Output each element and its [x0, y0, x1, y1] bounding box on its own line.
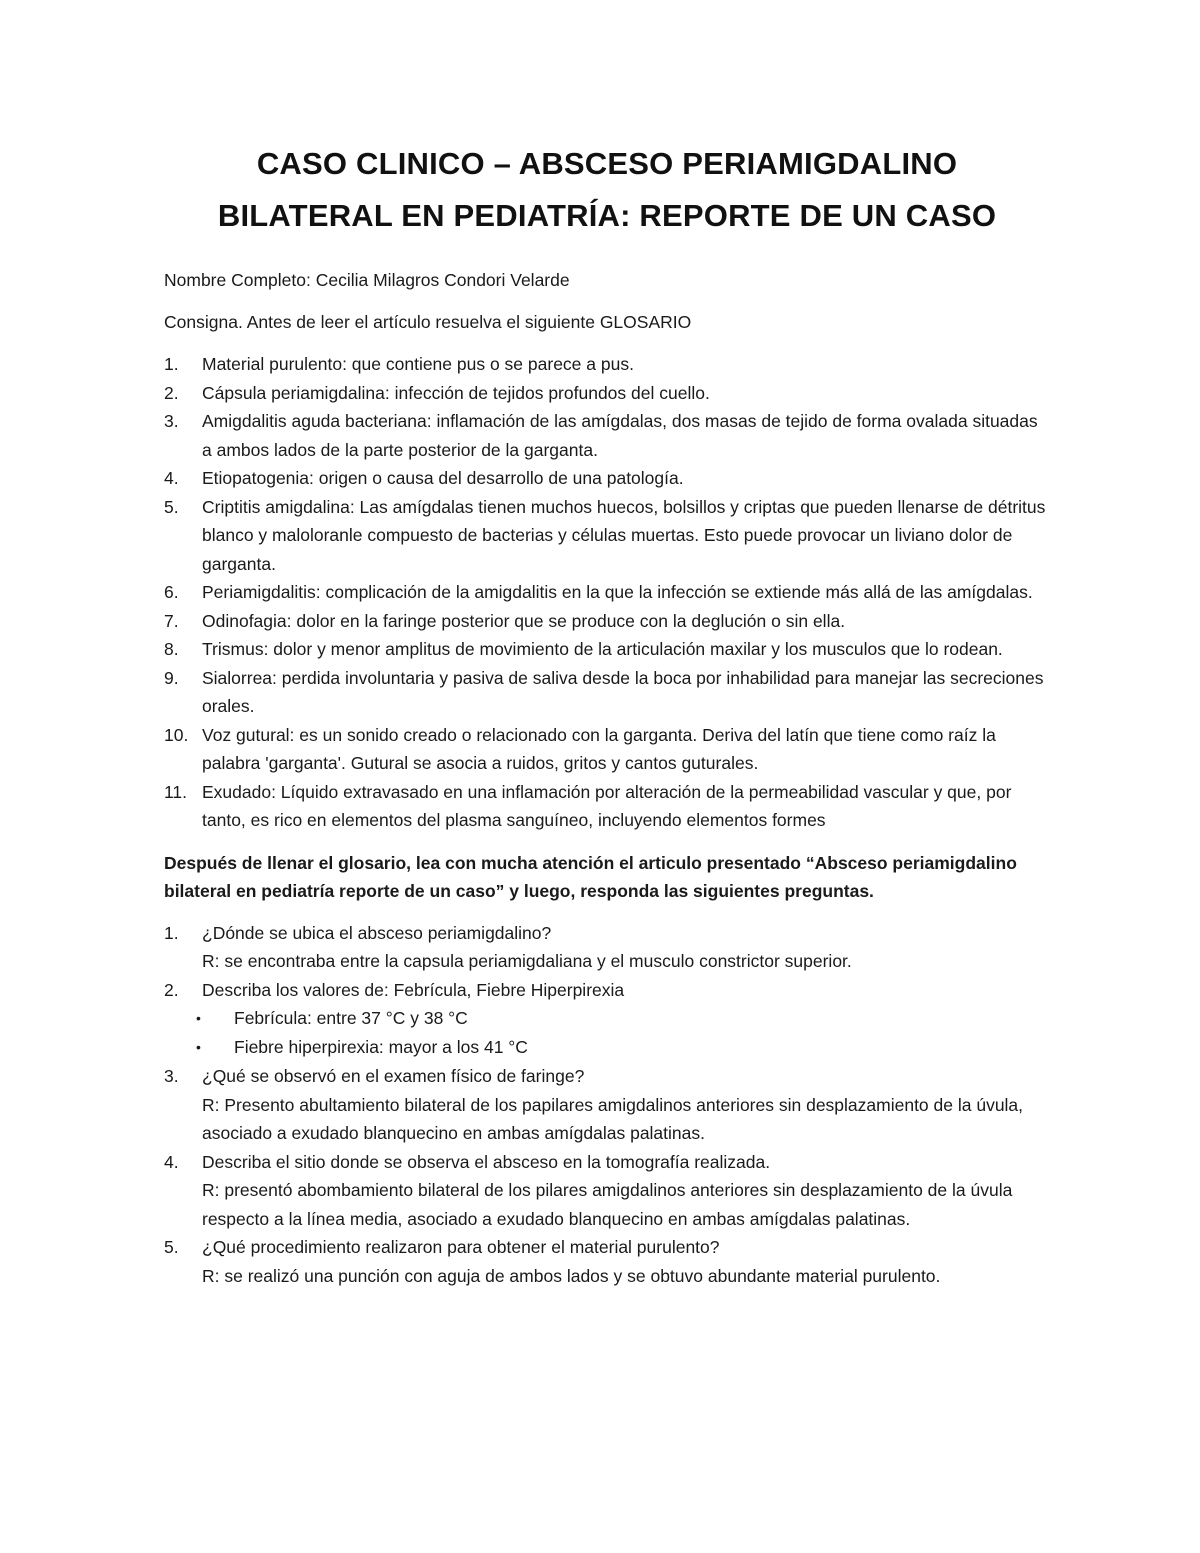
item-number: 7. [164, 610, 179, 631]
glossary-text: Sialorrea: perdida involuntaria y pasiva de saliva desde la boca por inhabilidad para manejar las secreciones orales. [202, 667, 1044, 716]
glossary-item [164, 721, 1050, 778]
item-number: 3. [164, 411, 179, 431]
glossary-text: Periamigdalitis: complicación de la amigdalitis en la que la infección se extiende más allá de las amígdalas. [202, 582, 1033, 602]
glossary-text: Odinofagia: dolor en la faringe posterior que se produce con la deglución o sin ella. [202, 610, 846, 631]
glossary-item [164, 350, 1050, 379]
question-text: ¿Qué se observó en el examen físico de faringe? [202, 1066, 585, 1086]
student-name: Nombre Completo: Cecilia Milagros Condori Velarde [164, 270, 570, 290]
glossary-item [164, 607, 1050, 636]
glossary-item [164, 407, 1050, 464]
glossary-text: Cápsula periamigdalina: infección de tejidos profundos del cuello. [202, 382, 710, 403]
answer-bullets [164, 1004, 1050, 1062]
glossary-text: Amigdalitis aguda bacteriana: inflamación de las amígdalas, dos masas de tejido de forma ovalada situadas a ambos lados de la parte posterior de la garganta. [202, 411, 1038, 460]
item-number: 8. [164, 639, 179, 659]
bullet-icon: • [196, 1010, 201, 1026]
item-number: 2. [164, 979, 179, 1000]
question-item [164, 919, 1050, 976]
answer-text: R: se realizó una punción con aguja de ambos lados y se obtuvo abundante material purulento. [202, 1265, 941, 1286]
question-item [164, 1233, 1050, 1290]
question-item [164, 1148, 1050, 1234]
glossary-item [164, 493, 1050, 579]
glossary-text: Exudado: Líquido extravasado en una inflamación por alteración de la permeabilidad vascular y que, por tanto, es rico en elementos del plasma sanguíneo, incluyendo elementos formes [202, 781, 1012, 830]
question-text: Describa los valores de: Febrícula, Fiebre Hiperpirexia [202, 979, 625, 1000]
bullet-text: Fiebre hiperpirexia: mayor a los 41 °C [234, 1037, 528, 1057]
item-number: 4. [164, 468, 179, 488]
item-number: 5. [164, 496, 179, 517]
glossary-item [164, 578, 1050, 607]
question-text: ¿Dónde se ubica el absceso periamigdalino? [202, 922, 552, 943]
bullet-icon: • [196, 1039, 201, 1055]
questions-list [164, 919, 1050, 1291]
title-line-2: BILATERAL EN PEDIATRÍA: REPORTE DE UN CASO [217, 198, 997, 233]
question-text: Describa el sitio donde se observa el absceso en la tomografía realizada. [202, 1151, 771, 1172]
glossary-text: Etiopatogenia: origen o causa del desarrollo de una patología. [202, 468, 684, 488]
document-title [164, 138, 1050, 242]
item-number: 6. [164, 582, 179, 602]
glossary-item [164, 635, 1050, 664]
glossary-item [164, 379, 1050, 408]
bullet-item [164, 1033, 1050, 1062]
bullet-text: Febrícula: entre 37 °C y 38 °C [234, 1008, 468, 1028]
item-number: 1. [164, 922, 179, 943]
title-line-1: CASO CLINICO – ABSCESO PERIAMIGDALINO [256, 146, 958, 181]
glossary-text: Criptitis amigdalina: Las amígdalas tienen muchos huecos, bolsillos y criptas que pueden llenarse de détritus blanco y maloloranle compuesto de bacterias y células muertas. Esto puede provocar un liviano dolor de garganta. [202, 496, 1046, 574]
glossary-item [164, 664, 1050, 721]
item-number: 11. [164, 781, 188, 802]
item-number: 3. [164, 1066, 179, 1086]
answer-text: R: presentó abombamiento bilateral de los pilares amigdalinos anteriores sin desplazamiento de la úvula respecto a la línea media, asociado a exudado blanquecino en ambas amígdalas palatinas. [202, 1180, 1013, 1229]
glossary-list [164, 350, 1050, 835]
item-number: 4. [164, 1151, 179, 1172]
item-number: 10. [164, 724, 189, 745]
glossary-text: Material purulento: que contiene pus o se parece a pus. [202, 354, 634, 374]
glossary-text: Trismus: dolor y menor amplitus de movimiento de la articulación maxilar y los musculos que lo rodean. [202, 639, 1003, 659]
question-text: ¿Qué procedimiento realizaron para obtener el material purulento? [202, 1237, 720, 1257]
answer-text: R: se encontraba entre la capsula periamigdaliana y el musculo constrictor superior. [202, 951, 852, 971]
glossary-text: Voz gutural: es un sonido creado o relacionado con la garganta. Deriva del latín que tiene como raíz la palabra 'garganta'. Gutural se asocia a ruidos, gritos y cantos guturales. [202, 724, 996, 773]
item-number: 2. [164, 382, 179, 403]
glossary-item [164, 778, 1050, 835]
item-number: 5. [164, 1237, 179, 1257]
reading-instruction: Después de llenar el glosario, lea con mucha atención el articulo presentado “Absceso periamigdalino bilateral en pediatría reporte de un caso” y luego, responda las siguientes preguntas. [164, 852, 1017, 901]
question-item [164, 1062, 1050, 1148]
glossary-item [164, 464, 1050, 493]
item-number: 9. [164, 667, 179, 688]
answer-text: R: Presento abultamiento bilateral de los papilares amigdalinos anteriores sin desplazamiento de la úvula, asociado a exudado blanquecino en ambas amígdalas palatinas. [202, 1094, 1024, 1143]
item-number: 1. [164, 354, 179, 374]
bullet-item [164, 1004, 1050, 1033]
instruction: Consigna. Antes de leer el artículo resuelva el siguiente GLOSARIO [164, 312, 692, 332]
question-item [164, 976, 1050, 1005]
